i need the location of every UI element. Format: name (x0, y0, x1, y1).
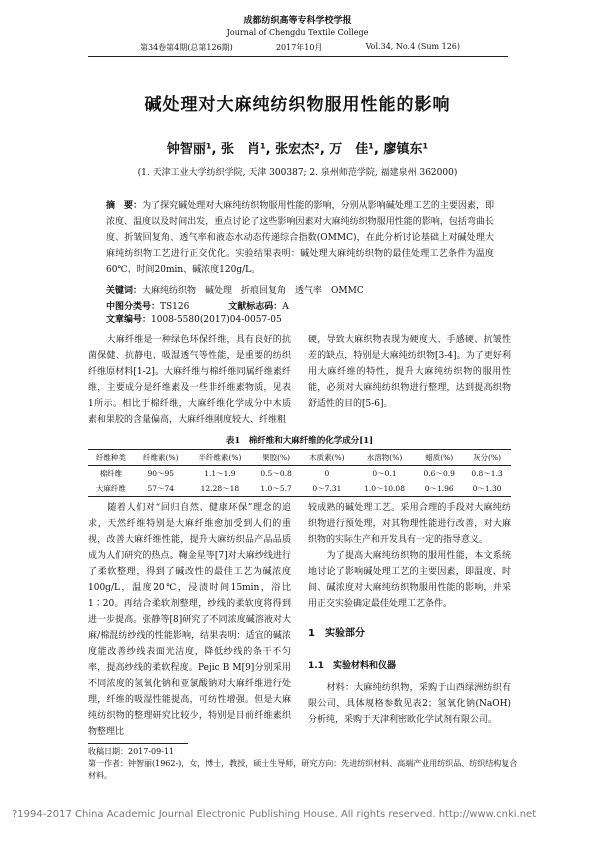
table-cell: 大麻纤维 (88, 481, 134, 497)
table-row (88, 466, 511, 482)
chemical-composition-table (88, 449, 511, 497)
body-paragraph-5: 为了提高大麻纯纺织物的服用性能，本文系统地讨论了影响碱处理工艺的主要因素，即温度、时间、碱浓度对大麻纯纺织物服用性能的影响，并采用正交实验确定最佳处理工艺条件。 (308, 551, 511, 609)
table-header-cell: 灰分(%) (463, 450, 511, 466)
author-info: 第一作者：钟智丽(1962-)，女，博士，教授，硕士生导师，研究方向：先进纺织材料、高端产业用纺织品、纺织结构复合材料。 (88, 759, 518, 780)
clc-code: 中图分类号：TS126 (106, 302, 190, 312)
issue-date: 2017年10月 (275, 43, 323, 52)
classification-line (106, 299, 506, 325)
body-paragraph-3: 随着人们对“回归自然、健康环保”理念的追求，天然纤维特别是大麻纤维愈加受到人们的重视，改善大麻纤维性能，提升大麻纺织品产品品质成为人们研究的热点。鞠金星等[7]对大麻纱线进行了柔软整理，得到了碱改性的最佳工艺为碱浓度100g/L，温度20℃，浸渍时间15min，浴比1∶20。再结合柔软剂整理，纱线的柔软度将得到进一步提高。张静等[8]研究了不同浓度碱溶液对大麻/棉混纺纱线的性能影响，结果表明：适宜的碱浓度能改善纱线表面光洁度，降低纱线的条干不匀率，提高纱线的柔软程度。Pejic B M[9]分别采用不同浓度的氢氧化钠和亚氯酸钠对大麻纤维进行处理，纤维的吸湿性能提高，可纺性增强。但是大麻纯纺织物的整理研究比较少，特别是目前纤维素织物整理比 (88, 503, 291, 737)
issue-line (140, 42, 460, 53)
received-date: 收稿日期：2017-09-11 (88, 747, 175, 756)
table-cell: 0.5～0.8 (260, 469, 292, 478)
abstract (106, 198, 494, 278)
table-cell: 1.0～10.08 (354, 481, 416, 497)
journal-name-cn: 成都纺织高等专科学校学报 (243, 16, 352, 26)
body-paragraph-1: 大麻纤维是一种绿色环保纤维，具有良好的抗菌保健、抗静电、吸湿透气等性能，是重要的纺织纤维原材料[1-2]。大麻纤维与棉纤维同属纤维素纤维，主要成分是纤维素及一些非纤维素物质，见表1所示。相比于棉纤维，大麻纤维化学成分中木质素和果胶的含量偏高，大麻纤维刚度较大、纤维粗 (88, 335, 291, 425)
table-cell: 0.6～0.9 (423, 469, 455, 478)
table-header-cell: 木质素(%) (300, 450, 354, 466)
footnote-rule (88, 743, 188, 744)
table-cell: 0～1.96 (415, 481, 463, 497)
affiliation: (1. 天津工业大学纺织学院, 天津 300387; 2. 泉州师范学院, 福建泉州 362000) (137, 168, 458, 178)
body-paragraph-6: 材料：大麻纯纺织物，采购于山西绿洲纺织有限公司，具体规格参数见表2；氢氧化钠(NaOH)分析纯，采购于天津利密欧化学试剂有限公司。 (308, 683, 511, 725)
table-cell: 57～74 (134, 481, 188, 497)
abstract-text: 为了探究碱处理对大麻纯纺织物服用性能的影响，分别从影响碱处理工艺的主要因素，即浓度、温度以及时间出发，重点讨论了这些影响因素对大麻纯纺织物服用性能的影响，包括弯曲长度、折皱回复角、透气率和液态水动态传递综合指数(OMMC)，在此分析讨论基础上对碱处理大麻纯纺织物工艺进行正交优化。实验结果表明：碱处理大麻纯纺织物的最佳处理工艺条件为温度60℃、时间20min、碱浓度120g/L。 (106, 201, 494, 275)
table-header-cell: 纤维种类 (88, 450, 134, 466)
table-cell: 0～7.31 (300, 481, 354, 497)
table-cell: 0 (324, 469, 330, 478)
issue-volume: 第34卷第4期(总第126期) (140, 43, 233, 52)
table-cell: 1.0～5.7 (252, 481, 300, 497)
body-paragraph-2: 硬，导致大麻织物表现为硬度大、手感硬、抗皱性差的缺点，特别是大麻纯纺织物[3-4]。为了更好利用大麻纤维的特性，提升大麻纯纺织物的服用性能，必须对大麻纯纺织物进行整理，达到提高织物舒适性的目的[5-6]。 (308, 335, 511, 409)
issue-volume-en: Vol.34, No.4 (Sum 126) (365, 42, 460, 51)
section-heading-1: 1 实验部分 (308, 628, 365, 639)
header-rule (88, 56, 508, 57)
table-header-cell: 果胶(%) (252, 450, 300, 466)
table-cell: 棉纤维 (99, 469, 123, 478)
document-code: 文献标志码：A (228, 302, 289, 312)
table-header-cell: 半纤维素(%) (188, 450, 253, 466)
table-row (88, 481, 511, 497)
section-heading-1-1: 1.1 实验材料和仪器 (308, 661, 396, 671)
table-cell: 0～1.30 (463, 481, 511, 497)
table-cell: 0.8～1.3 (471, 469, 503, 478)
keywords-text: 大麻纯纺织物 碱处理 折痕回复角 透气率 OMMC (142, 286, 364, 296)
author-list: 钟智丽¹, 张 肖¹, 张宏杰², 万 佳¹, 廖镇东¹ (166, 142, 429, 157)
journal-name-en: Journal of Chengdu Textile College (226, 28, 369, 37)
table-header-cell: 纤维素(%) (134, 450, 188, 466)
body-paragraph-4: 较成熟的碱处理工艺。采用合理的手段对大麻纯纺织物进行预处理，对其物理性能进行改善，对大麻织物的实际生产和开发具有一定的指导意义。 为了提高大麻纯纺织物的服用性能，本文系统地讨论了影响碱处理工艺的主要因素，即温度、时间、碱浓度对大麻纯纺织物服用性能的影响，并采用正交实验确定最佳处理工艺条件。 (308, 503, 511, 609)
keywords-label: 关键词： (106, 286, 143, 296)
table-cell: 12.28～18 (188, 481, 253, 497)
table-cell: 0～0.1 (372, 469, 397, 478)
copyright-line: ?1994-2017 China Academic Journal Electronic Publishing House. All rights reserved. http://www.cnki.net (12, 809, 537, 820)
footnote (88, 746, 518, 782)
paper-title: 碱处理对大麻纯纺织物服用性能的影响 (144, 95, 451, 115)
keywords (106, 283, 494, 296)
table-header-cell: 蜡质(%) (415, 450, 463, 466)
table-caption: 表1 棉纤维和大麻纤维的化学成分[1] (225, 436, 374, 446)
article-id: 文章编号：1008-5580(2017)04-0057-05 (106, 315, 282, 325)
table-cell: 90～95 (147, 469, 175, 478)
abstract-label: 摘 要： (106, 201, 143, 211)
table-cell: 1.1～1.9 (204, 469, 236, 478)
table-header-cell: 水溶物(%) (354, 450, 416, 466)
